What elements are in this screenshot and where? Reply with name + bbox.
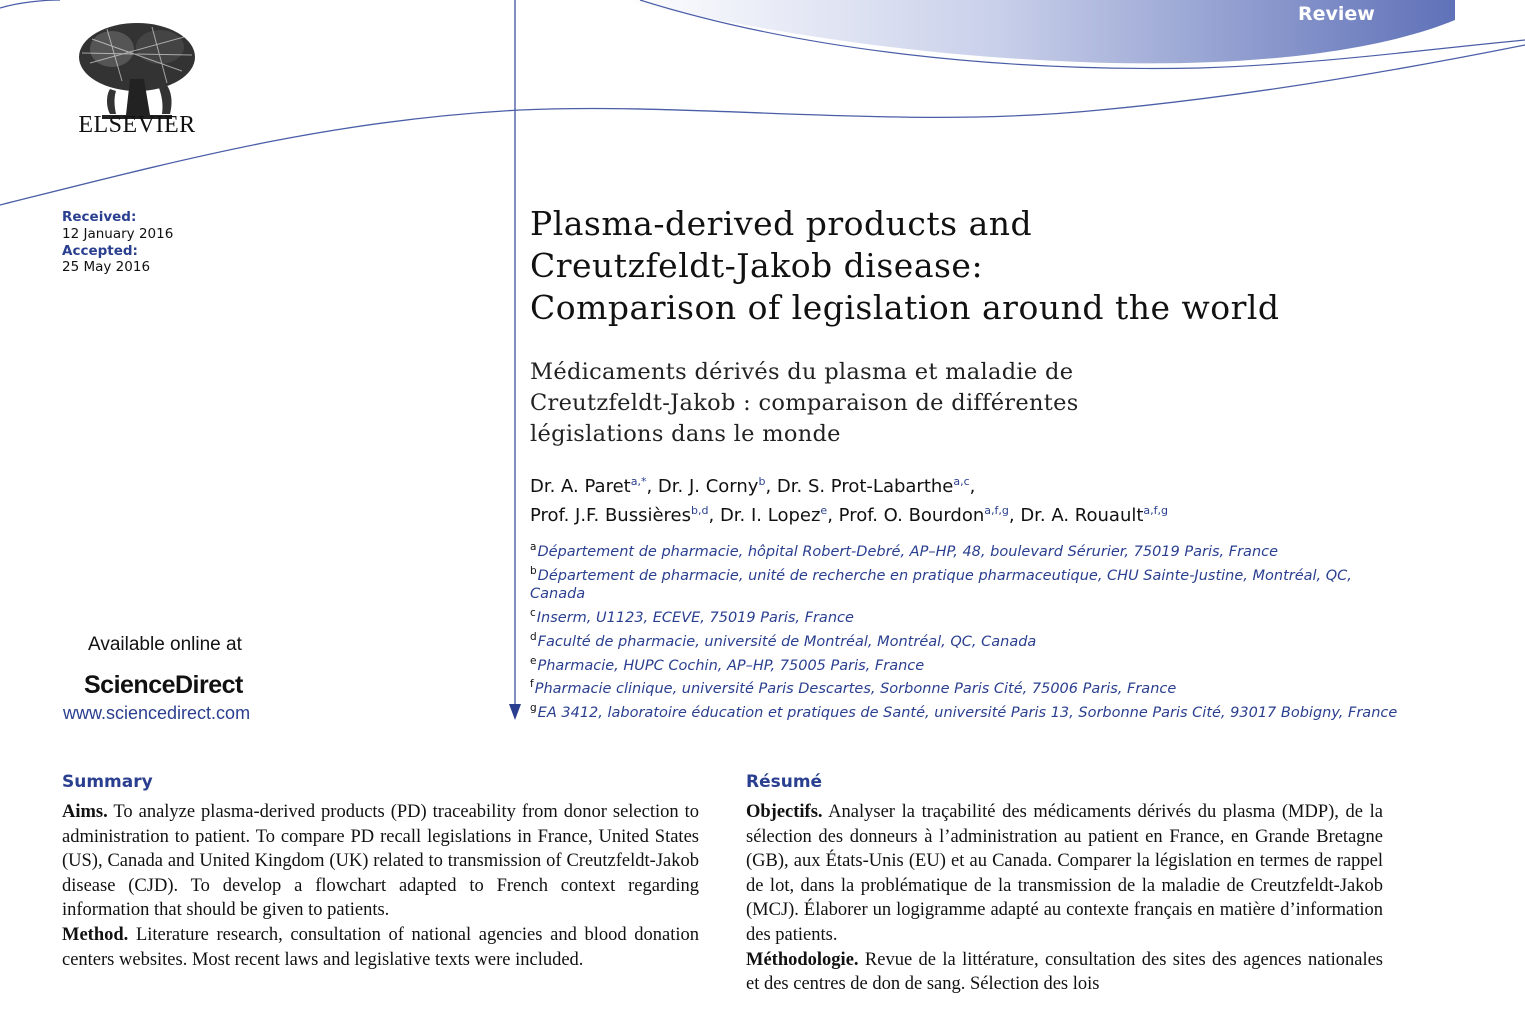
accepted-label: Accepted:	[62, 243, 138, 259]
aims-label: Aims.	[62, 802, 108, 822]
affiliation-item: $^c$Inserm, U1123, ECEVE, 75019 Paris, France	[530, 607, 854, 627]
title-line: Comparison of legislation around the world	[530, 288, 1280, 327]
author-name: Dr. A. Rouault	[1020, 505, 1144, 526]
objectifs-label: Objectifs.	[746, 802, 823, 822]
article-title	[530, 203, 1430, 329]
summary-heading: Summary	[62, 772, 153, 792]
author-affiliation-marker[interactable]: a,c	[953, 475, 970, 488]
sciencedirect-logo[interactable]: ScienceDirect	[84, 671, 243, 699]
summary-body	[62, 800, 699, 972]
french-title-line: législations dans le monde	[530, 421, 841, 447]
accepted-date: 25 May 2016	[62, 259, 151, 275]
available-online-label: Available online at	[88, 634, 242, 655]
french-title-line: Médicaments dérivés du plasma et maladie de	[530, 359, 1074, 385]
resume-body	[746, 800, 1383, 997]
publisher-wordmark: ELSEVIER	[78, 112, 196, 138]
author-name: Prof. J.F. Bussières	[530, 505, 692, 526]
author-name: Dr. S. Prot-Labarthe	[776, 476, 954, 497]
author-affiliation-marker[interactable]: b,d	[691, 504, 709, 517]
received-date: 12 January 2016	[62, 226, 174, 242]
affiliation-item: $^g$EA 3412, laboratoire éducation et pratiques de Santé, université Paris 13, Sorbonne Paris Cité, 93017 Bobigny, France	[530, 701, 1398, 721]
resume-objectifs: Objectifs. Analyser la traçabilité des médicaments dérivés du plasma (MDP), de la sélection des donneurs à l’administration au patient en France, en Grande Bretagne (GB), aux États-Unis (EU) et au Canada. Comparer la législation en termes de rappel de lot, dans la problématique de la transmission de la maladie de Creutzfeldt-Jakob (MCJ). Élaborer un logigramme adapté au contexte français en matière d’information des patients.	[746, 802, 1383, 945]
author-affiliation-marker[interactable]: a,f,g	[1143, 504, 1169, 517]
resume-heading: Résumé	[746, 772, 823, 792]
french-title	[530, 357, 1230, 450]
affiliation-item: $^a$Département de pharmacie, hôpital Robert-Debré, AP–HP, 48, boulevard Sérurier, 75019 Paris, France	[530, 541, 1279, 560]
affiliation-item: $^b$Département de pharmacie, unité de recherche en pratique pharmaceutique, CHU Sainte-Justine, Montréal, QC, Canada	[530, 564, 1352, 603]
article-type-badge: Review	[1298, 3, 1375, 25]
affiliation-list	[530, 538, 1410, 723]
author-line: Prof. J.F. Bussières$^{b,d}$, Dr. I. Lopez$^e$, Prof. O. Bourdon$^{a,f,g}$, Dr. A. Rouault$^{a,f,g}$	[530, 504, 1169, 526]
author-name: Prof. O. Bourdon	[838, 505, 985, 526]
author-affiliation-marker[interactable]: a,f,g	[984, 504, 1009, 517]
affiliation-item: $^f$Pharmacie clinique, université Paris Descartes, Sorbonne Paris Cité, 75006 Paris, France	[530, 678, 1177, 698]
vertical-arrow-head	[509, 704, 521, 720]
affiliation-item: $^e$Pharmacie, HUPC Cochin, AP–HP, 75005 Paris, France	[530, 654, 925, 674]
author-affiliation-marker[interactable]: b	[758, 475, 766, 488]
author-name: Dr. J. Corny	[657, 476, 759, 497]
affiliation-item: $^d$Faculté de pharmacie, université de Montréal, Montréal, QC, Canada	[530, 630, 1037, 650]
author-name: Dr. I. Lopez	[719, 505, 821, 526]
sciencedirect-link[interactable]: www.sciencedirect.com	[63, 703, 251, 723]
author-affiliation-marker[interactable]: a,*	[630, 475, 647, 488]
flow-line-left	[0, 0, 60, 8]
methodologie-label: Méthodologie.	[746, 949, 859, 970]
author-list	[530, 470, 1430, 528]
resume-methodologie: Méthodologie. Revue de la littérature, consultation des sites des agences nationales et des centres de don de sang. Sélection des lois	[746, 949, 1383, 995]
author-name: Dr. A. Paret	[530, 476, 631, 497]
received-label: Received:	[62, 209, 137, 225]
author-line: Dr. A. Paret$^{a,*}$, Dr. J. Corny$^b$, Dr. S. Prot-Labarthe$^{a,c}$,	[530, 475, 976, 497]
french-title-line: Creutzfeldt-Jakob : comparaison de différentes	[530, 390, 1079, 416]
title-line: Plasma-derived products and	[530, 204, 1033, 243]
method-label: Method.	[62, 924, 129, 945]
author-affiliation-marker[interactable]: e	[820, 504, 828, 517]
flow-line-main	[0, 45, 1525, 205]
summary-aims: Aims. To analyze plasma-derived products (PD) traceability from donor selection to administration to patient. To compare PD recall legislations in France, United States (US), Canada and United Kingdom (UK) related to transmission of Creutzfeldt-Jakob disease (CJD). To develop a flowchart adapted to French context regarding information that should be given to patients.	[62, 802, 699, 921]
summary-method: Method. Literature research, consultation of national agencies and blood donation centers websites. Most recent laws and legislative texts were included.	[62, 924, 699, 970]
title-line: Creutzfeldt-Jakob disease:	[530, 246, 984, 285]
